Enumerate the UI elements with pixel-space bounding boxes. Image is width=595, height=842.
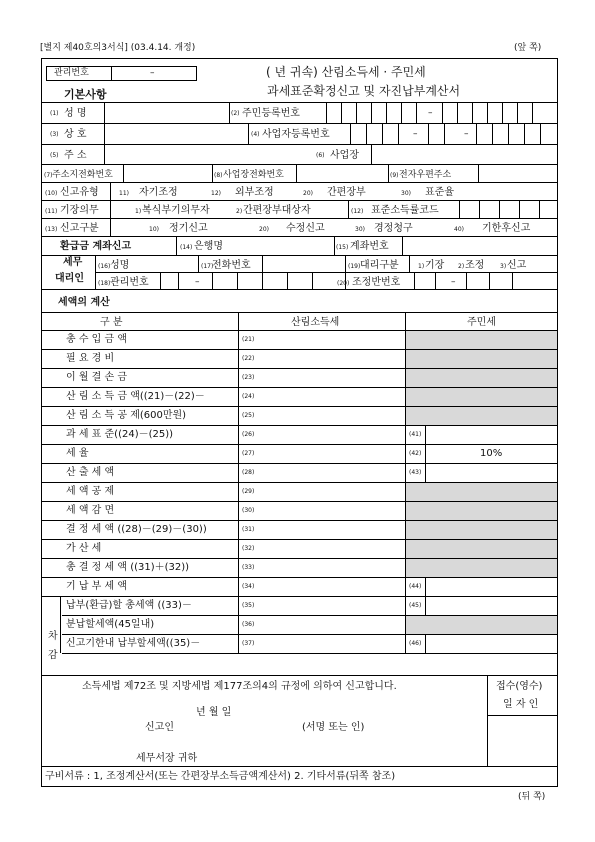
adjustment-team-number-label: 조정반번호 — [352, 277, 401, 288]
calc-row-number: (28) — [242, 469, 255, 476]
business-phone-label: 사업장전화번호 — [223, 170, 284, 180]
shaded-cell — [406, 483, 557, 501]
back-side-label: (뒤 쪽) — [518, 792, 546, 802]
home-phone-label: 주소지전화번호 — [52, 170, 113, 180]
declaration-date: 년 월 일 — [196, 707, 232, 718]
agent-type-bookkeeping: 기장 — [425, 260, 445, 271]
account-number-label: 계좌번호 — [350, 241, 389, 252]
tax-office-addressee: 세무서장 귀하 — [136, 753, 198, 764]
column-header-resident-tax: 주민세 — [467, 317, 496, 328]
calc-row-label: 산 림 소 득 공 제(600만원) — [66, 410, 187, 421]
bookkeeping-duty-label: 기장의무 — [60, 205, 99, 216]
rrn-label: 주민등록번호 — [242, 108, 300, 119]
shaded-cell — [406, 331, 557, 349]
bank-name-label: 은행명 — [194, 241, 223, 252]
agent-phone-label: 전화번호 — [212, 260, 251, 271]
front-side-label: (앞 쪽) — [514, 43, 542, 53]
filing-division-label: 신고구분 — [60, 223, 99, 234]
deduction-label-2: 감 — [48, 650, 58, 661]
calc-row-number: (25) — [242, 412, 255, 419]
shaded-cell — [406, 350, 557, 368]
calc-row-number: (24) — [242, 393, 255, 400]
calc-row-label: 분납할세액(45일내) — [66, 619, 155, 630]
tax-agent-label-1: 세무 — [63, 257, 83, 268]
calc-row-label: 세 율 — [66, 448, 89, 459]
shaded-cell — [406, 616, 557, 634]
agent-type-adjustment: 조정 — [465, 260, 485, 271]
resident-row-number: (46) — [409, 640, 422, 647]
calc-row-label: 신고기한내 납부할세액((35)－ — [66, 638, 201, 649]
name-label: 성 명 — [64, 108, 87, 119]
resident-row-number: (43) — [409, 469, 422, 476]
division-correction-claim: 경정청구 — [374, 223, 413, 234]
calc-row-number: (29) — [242, 488, 255, 495]
shaded-cell — [406, 502, 557, 520]
shaded-cell — [406, 407, 557, 425]
filing-type-self: 자기조정 — [139, 187, 178, 198]
calc-row-label: 가 산 세 — [66, 543, 102, 554]
resident-row-number: (44) — [409, 583, 422, 590]
signature-label: (서명 또는 인) — [302, 722, 365, 733]
calc-row-label: 필 요 경 비 — [66, 353, 115, 364]
title-line1: ( 년 귀속) 산림소득세 · 주민세 — [266, 65, 426, 79]
refund-account-label: 환급금 계좌신고 — [60, 241, 132, 252]
agent-mgmt-number-label: 관리번호 — [110, 277, 149, 288]
management-number-label: 관리번호 — [54, 68, 89, 78]
filing-type-label: 신고유형 — [60, 187, 99, 198]
column-header-item: 구 분 — [100, 317, 123, 328]
shaded-cell — [406, 521, 557, 539]
calc-row-number: (23) — [242, 374, 255, 381]
calc-row-label: 산 림 소 득 금 액((21)－(22)－ — [66, 391, 205, 402]
calc-row-number: (22) — [242, 355, 255, 362]
trade-name-label: 상 호 — [64, 129, 87, 140]
duty-double-entry: 복식부기의무자 — [142, 205, 210, 216]
calc-row-number: (35) — [242, 602, 255, 609]
column-header-forest-income-tax: 산림소득세 — [291, 317, 340, 328]
calc-row-number: (26) — [242, 431, 255, 438]
receipt-stamp-label-2: 일 자 인 — [503, 699, 539, 710]
standard-income-rate-code-label: 표준소득률코드 — [371, 205, 439, 216]
division-late: 기한후신고 — [482, 223, 531, 234]
resident-row-number: (41) — [409, 431, 422, 438]
calc-row-label: 기 납 부 세 액 — [66, 581, 128, 592]
receipt-stamp-label-1: 접수(영수) — [496, 681, 543, 692]
form-number: [별지 제40호의3서식] (03.4.14. 개정) — [40, 43, 196, 53]
calc-row-label: 이 월 결 손 금 — [66, 372, 128, 383]
address-label: 주 소 — [64, 150, 87, 161]
calc-row-number: (36) — [242, 621, 255, 628]
business-reg-number-label: 사업자등록번호 — [262, 129, 330, 140]
section-basic-info: 기본사항 — [64, 88, 107, 101]
calc-row-number: (27) — [242, 450, 255, 457]
calc-row-label: 결 정 세 액 ((28)－(29)－(30)) — [66, 524, 207, 535]
agent-type-filing: 신고 — [507, 260, 527, 271]
filer-label: 신고인 — [145, 722, 174, 733]
division-amended: 수정신고 — [286, 223, 325, 234]
calc-row-number: (30) — [242, 507, 255, 514]
deduction-label-1: 차 — [48, 631, 58, 642]
calc-row-number: (37) — [242, 640, 255, 647]
email-label: 전자우편주소 — [399, 170, 452, 180]
calc-row-label: 납부(환급)할 총세액 ((33)－ — [66, 600, 192, 611]
agent-name-label: 성명 — [110, 260, 130, 271]
calc-row-number: (34) — [242, 583, 255, 590]
shaded-cell — [406, 369, 557, 387]
shaded-cell — [406, 559, 557, 577]
business-place-label: 사업장 — [330, 150, 359, 161]
calc-row-number: (32) — [242, 545, 255, 552]
resident-row-number: (42) — [409, 450, 422, 457]
calc-row-label: 세 액 감 면 — [66, 505, 115, 516]
tax-agent-label-2: 대리인 — [55, 273, 84, 284]
declaration-text: 소득세법 제72조 및 지방세법 제177조의4의 규정에 의하여 신고합니다. — [82, 681, 397, 692]
filing-type-standard-rate: 표준율 — [425, 187, 454, 198]
agent-type-label: 대리구분 — [360, 260, 399, 271]
required-documents: 구비서류 : 1, 조정계산서(또는 간편장부소득금액계산서) 2. 기타서류(뒤쪽 참조) — [45, 771, 396, 782]
calc-row-number: (21) — [242, 336, 255, 343]
calc-row-number: (31) — [242, 526, 255, 533]
division-regular: 정기신고 — [169, 223, 208, 234]
resident-tax-rate-value: 10% — [480, 448, 503, 459]
calc-row-label: 산 출 세 액 — [66, 467, 115, 478]
filing-type-simple-book: 간편장부 — [327, 187, 366, 198]
title-line2: 과세표준확정신고 및 자진납부계산서 — [267, 84, 461, 98]
calc-row-label: 세 액 공 제 — [66, 486, 115, 497]
shaded-cell — [406, 388, 557, 406]
management-number-value: – — [150, 68, 155, 78]
filing-type-external: 외부조정 — [235, 187, 274, 198]
section-tax-calculation: 세액의 계산 — [58, 297, 110, 308]
calc-row-label: 총 결 정 세 액 ((31)＋(32)) — [66, 562, 190, 573]
shaded-cell — [406, 540, 557, 558]
duty-simple-book: 간편장부대상자 — [243, 205, 311, 216]
calc-row-number: (33) — [242, 564, 255, 571]
calc-row-label: 총 수 입 금 액 — [66, 334, 128, 345]
calc-row-label: 과 세 표 준((24)－(25)) — [66, 429, 174, 440]
resident-row-number: (45) — [409, 602, 422, 609]
